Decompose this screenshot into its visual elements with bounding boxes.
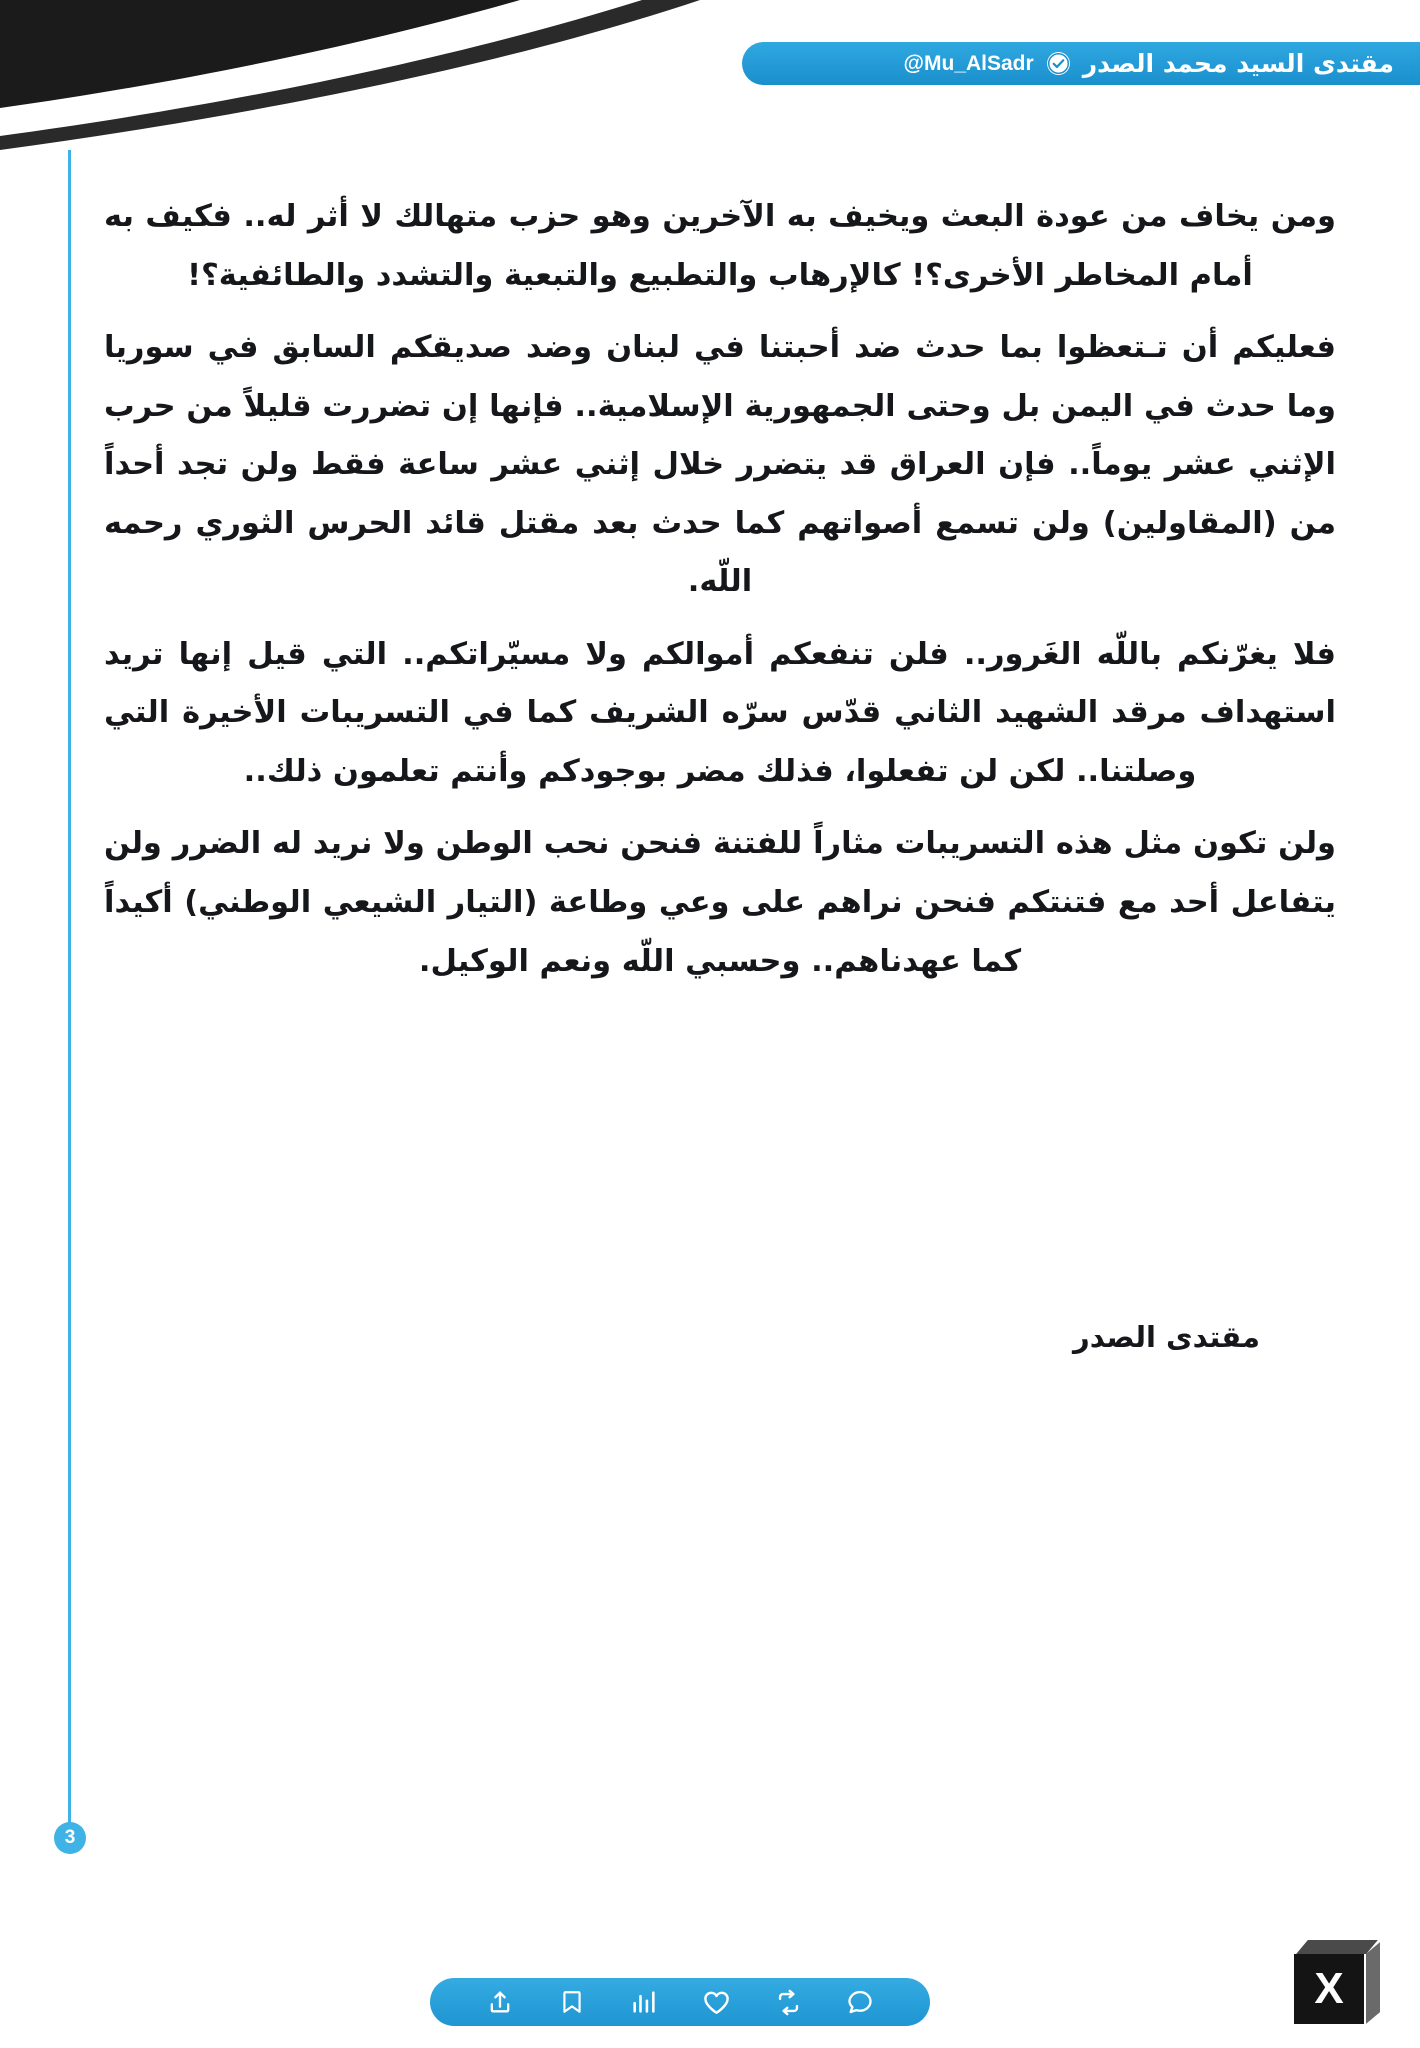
x-logo-top-face — [1296, 1940, 1378, 1954]
reply-icon[interactable] — [843, 1985, 877, 2019]
account-header-bar — [742, 42, 1420, 85]
account-handle: @Mu_AlSadr — [903, 51, 1034, 75]
share-icon[interactable] — [483, 1985, 517, 2019]
repost-icon[interactable] — [771, 1985, 805, 2019]
x-logo-letter: X — [1314, 1964, 1344, 2013]
document-body — [104, 188, 1336, 991]
bookmark-icon[interactable] — [555, 1985, 589, 2019]
verified-badge-icon — [1046, 51, 1071, 76]
x-logo-badge — [1294, 1940, 1380, 2026]
paragraph-2: فعليكم أن تـتعظوا بما حدث ضد أحبتنا في لبنان وضد صديقكم السابق في سوريا وما حدث في اليمن بل وحتى الجمهورية الإسلامية.. فإنها إن تضررت قليلاً من حرب الإثني عشر يوماً.. فإن العراق قد يتضرر خلال إثني عشر ساعة فقط ولن تجد أحداً من (المقاولين) ولن تسمع أصواتهم كما حدث بعد مقتل قائد الحرس الثوري رحمه اللّه. — [104, 330, 1336, 600]
left-vertical-rule — [68, 150, 71, 1850]
analytics-icon[interactable] — [627, 1985, 661, 2019]
page-number-badge: 3 — [54, 1822, 86, 1854]
account-name: مقتدى السيد محمد الصدر — [1082, 49, 1394, 78]
paragraph-3: فلا يغرّنكم باللّه الغَرور.. فلن تنفعكم أموالكم ولا مسيّراتكم.. التي قيل إنها تريد استهداف مرقد الشهيد الثاني قدّس سرّه الشريف كما في التسريبات الأخيرة التي وصلتنا.. لكن لن تفعلوا، فذلك مضر بوجودكم وأنتم تعلمون ذلك.. — [104, 636, 1336, 789]
paragraph-1: ومن يخاف من عودة البعث ويخيف به الآخرين وهو حزب متهالك لا أثر له.. فكيف به أمام المخاطر الأخرى؟! كالإرهاب والتطبيع والتبعية والتشدد والطائفية؟! — [104, 199, 1336, 293]
signature: مقتدى الصدر — [1073, 1320, 1260, 1354]
x-logo-front-face — [1294, 1954, 1364, 2024]
like-icon[interactable] — [699, 1985, 733, 2019]
post-action-bar[interactable] — [430, 1978, 930, 2026]
paragraph-4: ولن تكون مثل هذه التسريبات مثاراً للفتنة فنحن نحب الوطن ولا نريد له الضرر ولن يتفاعل أحد مع فتنتكم فنحن نراهم على وعي وطاعة (التيار الشيعي الوطني) أكيداً كما عهدناهم.. وحسبي اللّه ونعم الوكيل. — [104, 826, 1336, 979]
x-logo-side-face — [1366, 1942, 1380, 2024]
